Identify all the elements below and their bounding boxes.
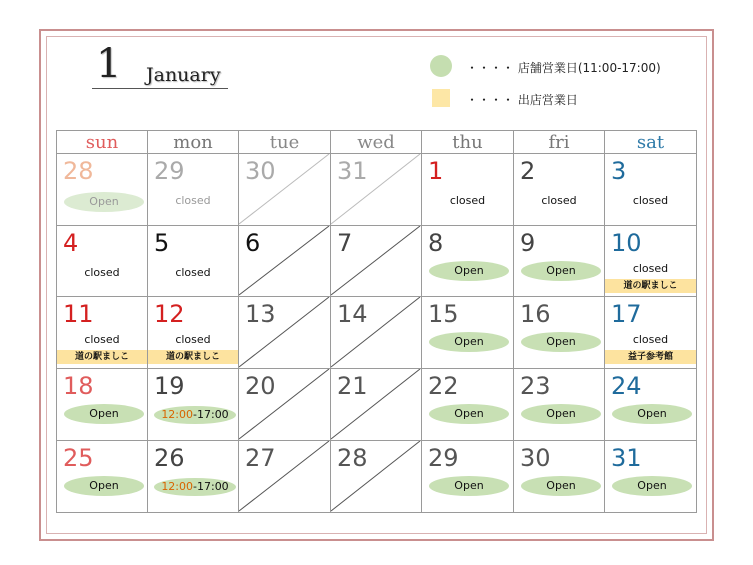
day-number: 30 <box>520 444 551 472</box>
pop-up-location-label: 道の駅ましこ <box>57 350 147 364</box>
day-cell[interactable] <box>422 154 514 226</box>
month-name: January <box>146 64 221 86</box>
day-number: 17 <box>611 300 642 328</box>
legend-pop-up-label: ・・・・ 出店営業日 <box>466 93 578 107</box>
day-number: 14 <box>337 300 368 328</box>
day-number: 3 <box>611 157 627 185</box>
day-number: 18 <box>63 372 94 400</box>
day-number: 30 <box>245 157 276 185</box>
day-number: 7 <box>337 229 353 257</box>
closed-label: closed <box>175 194 211 207</box>
day-cell[interactable] <box>239 226 331 297</box>
closed-label: closed <box>175 333 211 346</box>
day-cell[interactable] <box>331 297 422 369</box>
month-number: 1 <box>96 41 122 87</box>
day-number: 8 <box>428 229 444 257</box>
day-cell[interactable] <box>148 441 239 513</box>
day-cell[interactable] <box>148 297 239 369</box>
day-number: 22 <box>428 372 459 400</box>
closed-label: closed <box>175 266 211 279</box>
day-cell[interactable] <box>56 441 148 513</box>
day-number: 24 <box>611 372 642 400</box>
day-number: 29 <box>154 157 185 185</box>
day-cell[interactable] <box>605 441 697 513</box>
day-cell[interactable] <box>239 369 331 441</box>
day-number: 11 <box>63 300 94 328</box>
day-number: 26 <box>154 444 185 472</box>
closed-label: closed <box>541 194 577 207</box>
day-number: 5 <box>154 229 170 257</box>
open-badge: Open <box>612 476 692 496</box>
day-cell[interactable] <box>331 154 422 226</box>
weekday-header-mon: mon <box>148 130 239 154</box>
open-badge: Open <box>429 404 509 424</box>
open-badge: Open <box>429 332 509 352</box>
hours-start: 12:00 <box>161 408 194 421</box>
day-cell[interactable] <box>605 369 697 441</box>
day-number: 4 <box>63 229 79 257</box>
month-underline <box>92 88 228 89</box>
hours-badge <box>154 406 236 424</box>
day-number: 6 <box>245 229 261 257</box>
open-badge: Open <box>521 404 601 424</box>
day-number: 27 <box>245 444 276 472</box>
closed-label: closed <box>449 194 486 207</box>
weekday-header-sun: sun <box>56 130 148 154</box>
day-number: 2 <box>520 157 536 185</box>
closed-label: closed <box>632 262 669 275</box>
day-number: 25 <box>63 444 94 472</box>
day-number: 9 <box>520 229 536 257</box>
day-cell[interactable] <box>331 226 422 297</box>
pop-up-location-label: 道の駅ましこ <box>148 350 238 364</box>
day-cell[interactable] <box>56 297 148 369</box>
closed-label: closed <box>632 194 669 207</box>
day-cell[interactable] <box>514 154 605 226</box>
day-cell[interactable] <box>331 369 422 441</box>
day-number: 31 <box>337 157 368 185</box>
day-cell[interactable] <box>56 369 148 441</box>
pop-up-location-label: 道の駅ましこ <box>605 279 696 293</box>
day-cell[interactable] <box>514 226 605 297</box>
weekday-header-fri: fri <box>514 130 605 154</box>
day-cell[interactable] <box>239 441 331 513</box>
day-cell[interactable] <box>148 226 239 297</box>
day-number: 21 <box>337 372 368 400</box>
day-number: 12 <box>154 300 185 328</box>
day-number: 15 <box>428 300 459 328</box>
day-number: 16 <box>520 300 551 328</box>
legend-pop-up-icon <box>432 89 450 107</box>
day-cell[interactable] <box>239 297 331 369</box>
closed-label: closed <box>84 266 120 279</box>
day-cell[interactable] <box>514 369 605 441</box>
hours-start: 12:00 <box>161 480 194 493</box>
pop-up-location-label: 益子参考館 <box>605 350 696 364</box>
day-cell[interactable] <box>422 441 514 513</box>
day-cell[interactable] <box>56 226 148 297</box>
open-badge: Open <box>521 476 601 496</box>
hours-end: -17:00 <box>193 480 229 493</box>
open-badge: Open <box>64 476 144 496</box>
open-badge: Open <box>521 332 601 352</box>
day-cell[interactable] <box>148 369 239 441</box>
day-cell[interactable] <box>239 154 331 226</box>
open-badge: Open <box>521 261 601 281</box>
day-number: 23 <box>520 372 551 400</box>
day-cell[interactable] <box>422 226 514 297</box>
day-number: 13 <box>245 300 276 328</box>
day-number: 31 <box>611 444 642 472</box>
weekday-header-tue: tue <box>239 130 331 154</box>
day-cell[interactable] <box>56 154 148 226</box>
day-cell[interactable] <box>514 297 605 369</box>
hours-end: -17:00 <box>193 408 229 421</box>
hours-badge <box>154 478 236 496</box>
weekday-header-wed: wed <box>331 130 422 154</box>
day-number: 1 <box>428 157 444 185</box>
closed-label: closed <box>632 333 669 346</box>
open-badge: Open <box>64 404 144 424</box>
calendar-grid <box>56 130 697 513</box>
day-cell[interactable] <box>514 441 605 513</box>
day-number: 19 <box>154 372 185 400</box>
day-cell[interactable] <box>605 297 697 369</box>
day-number: 10 <box>611 229 642 257</box>
open-badge: Open <box>612 404 692 424</box>
day-cell[interactable] <box>605 154 697 226</box>
weekday-header-thu: thu <box>422 130 514 154</box>
day-number: 20 <box>245 372 276 400</box>
day-cell[interactable] <box>422 297 514 369</box>
open-badge: Open <box>64 192 144 212</box>
weekday-header-sat: sat <box>605 130 697 154</box>
day-number: 28 <box>337 444 368 472</box>
open-badge: Open <box>429 261 509 281</box>
day-cell[interactable] <box>422 369 514 441</box>
legend-store-open-label: ・・・・ 店舗営業日(11:00-17:00) <box>466 61 661 75</box>
closed-label: closed <box>84 333 120 346</box>
day-cell[interactable] <box>331 441 422 513</box>
day-cell[interactable] <box>148 154 239 226</box>
day-number: 28 <box>63 157 94 185</box>
day-number: 29 <box>428 444 459 472</box>
day-cell[interactable] <box>605 226 697 297</box>
open-badge: Open <box>429 476 509 496</box>
legend-store-open-icon <box>430 55 452 77</box>
